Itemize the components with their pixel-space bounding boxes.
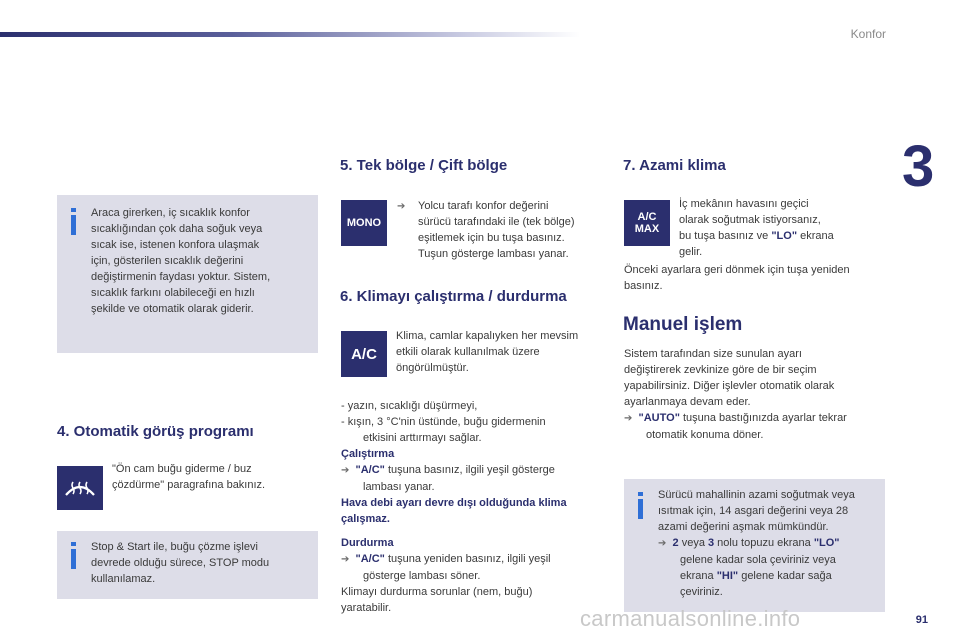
arrow-bullet-icon: ➔ — [658, 538, 667, 549]
section6-list-item: - kışın, 3 °C'nin üstünde, buğu gidermenin — [341, 416, 546, 428]
start-text: lambası yanar. — [363, 481, 435, 493]
chapter-number: 3 — [902, 134, 935, 199]
section5-line: Yolcu tarafı konfor değerini — [418, 200, 549, 212]
header-bar — [0, 32, 580, 37]
info-line: Sürücü mahallinin azami soğutmak veya — [658, 489, 855, 501]
section6-title: 6. Klimayı çalıştırma / durdurma — [340, 288, 567, 305]
info-line: ısıtmak için, 14 asgari değerini veya 28 — [658, 505, 849, 517]
hi-key-label: "HI" — [716, 570, 739, 582]
arrow-bullet-icon: ➔ — [341, 554, 350, 565]
end-text: yaratabilir. — [341, 602, 392, 614]
info-line: azami değerini aşmak mümkündür. — [658, 521, 829, 533]
ac-max-label: MAX — [634, 223, 660, 235]
info-line: nolu topuzu ekrana — [714, 537, 814, 549]
manual-line: Sistem tarafından size sunulan ayarı — [624, 348, 802, 360]
section6-list-item: - yazın, sıcaklığı düşürmeyi, — [341, 400, 478, 412]
manual-line: tuşuna bastığınızda ayarlar tekrar — [679, 412, 847, 424]
manual-line: yapabilirsiniz. Diğer işlevler otomatik olarak — [624, 380, 835, 392]
section-label: Konfor — [850, 27, 886, 41]
section7-line: bu tuşa basınız ve — [679, 230, 772, 242]
section7-line: gelir. — [679, 246, 703, 258]
info-line: değiştirmenin faydası yoktur. Sistem, — [91, 271, 271, 283]
info-box-stop-start — [57, 531, 318, 599]
defrost-button-icon — [57, 466, 103, 510]
stop-text: gösterge lambası söner. — [363, 570, 481, 582]
info-icon — [71, 215, 76, 235]
ac-max-button-icon — [624, 200, 670, 246]
section7-title: 7. Azami klima — [623, 157, 726, 174]
info-line: çeviriniz. — [680, 586, 723, 598]
section6-intro: etkili olarak kullanılmak üzere — [396, 346, 540, 358]
info-icon — [71, 549, 76, 569]
info-line: veya — [678, 537, 708, 549]
section5-title: 5. Tek bölge / Çift bölge — [340, 157, 508, 174]
section7-line: olarak soğutmak istiyorsanız, — [679, 214, 821, 226]
ac-max-label: A/C — [637, 211, 657, 223]
warning-text: Hava debi ayarı devre dışı olduğunda klima — [341, 497, 567, 509]
end-text: Klimayı durdurma sorunlar (nem, buğu) — [341, 586, 533, 598]
section5-line: sürücü tarafındaki ile (tek bölge) — [418, 216, 575, 228]
section4-line: "Ön cam buğu giderme / buz — [112, 463, 252, 475]
info-line: ekrana — [680, 570, 717, 582]
manual-line: ayarlanmaya devam eder. — [624, 396, 751, 408]
info-line: Araca girerken, iç sıcaklık konfor — [91, 207, 250, 219]
info-line: sıcak ise, istenen konfora ulaşmak — [91, 239, 260, 251]
section7-line: İç mekânın havasını geçici — [679, 198, 809, 210]
ac-key-label: "A/C" — [355, 553, 385, 565]
knob-number: 3 — [708, 537, 715, 549]
mono-button-icon: MONO — [341, 200, 387, 246]
info-line: Stop & Start ile, buğu çözme işlevi — [91, 541, 258, 553]
warning-text: çalışmaz. — [341, 513, 390, 525]
watermark: carmanualsonline.info — [580, 606, 801, 631]
lo-key-label: "LO" — [813, 537, 840, 549]
info-line: için, gösterilen sıcaklık değerini — [91, 255, 244, 267]
ac-button-icon: A/C — [341, 331, 387, 377]
info-line: devrede olduğu sürece, STOP modu — [91, 557, 270, 569]
info-line: sıcaklığından çok daha soğuk veya — [91, 223, 263, 235]
manual-title: Manuel işlem — [623, 314, 743, 335]
stop-heading: Durdurma — [341, 537, 394, 549]
section7-line: ekrana — [797, 230, 834, 242]
manual-line: değiştirerek zevkinize göre de bir seçim — [624, 364, 817, 376]
page-number: 91 — [915, 614, 928, 626]
info-box-driver-zone — [624, 479, 885, 612]
auto-key-label: "AUTO" — [638, 412, 680, 424]
lo-key-label: "LO" — [771, 230, 798, 242]
section5-line: eşitlemek için bu tuşa basınız. — [418, 232, 565, 244]
arrow-bullet-icon: ➔ — [624, 413, 633, 424]
info-line: kullanılamaz. — [91, 573, 156, 585]
section7-line: basınız. — [624, 280, 663, 292]
info-box-temperature — [57, 195, 318, 353]
section6-list-item: etkisini arttırmayı sağlar. — [363, 432, 482, 444]
start-heading: Çalıştırma — [341, 448, 395, 460]
manual-line: otomatik konuma döner. — [646, 429, 764, 441]
section6-intro: öngörülmüştür. — [396, 362, 469, 374]
section4-title: 4. Otomatik görüş programı — [57, 423, 254, 440]
info-line: gelene kadar sağa — [738, 570, 832, 582]
info-line: gelene kadar sola çeviriniz veya — [680, 554, 836, 566]
arrow-bullet-icon: ➔ — [341, 465, 350, 476]
stop-text: tuşuna yeniden basınız, ilgili yeşil — [384, 553, 551, 565]
arrow-bullet-icon: ➔ — [397, 201, 406, 212]
section4-line: çözdürme" paragrafına bakınız. — [112, 479, 266, 491]
windshield-defrost-icon — [63, 475, 97, 501]
info-icon — [638, 499, 643, 519]
knob-number: 2 — [672, 537, 679, 549]
info-line: sıcaklık farkını olabileceği en hızlı — [91, 287, 255, 299]
section6-intro: Klima, camlar kapalıyken her mevsim — [396, 330, 579, 342]
ac-key-label: "A/C" — [355, 464, 385, 476]
info-line: şekilde ve otomatik olarak giderir. — [91, 303, 254, 315]
start-text: tuşuna basınız, ilgili yeşil gösterge — [384, 464, 555, 476]
section7-line: Önceki ayarlara geri dönmek için tuşa yeniden — [624, 264, 850, 276]
section5-line: Tuşun gösterge lambası yanar. — [418, 248, 569, 260]
